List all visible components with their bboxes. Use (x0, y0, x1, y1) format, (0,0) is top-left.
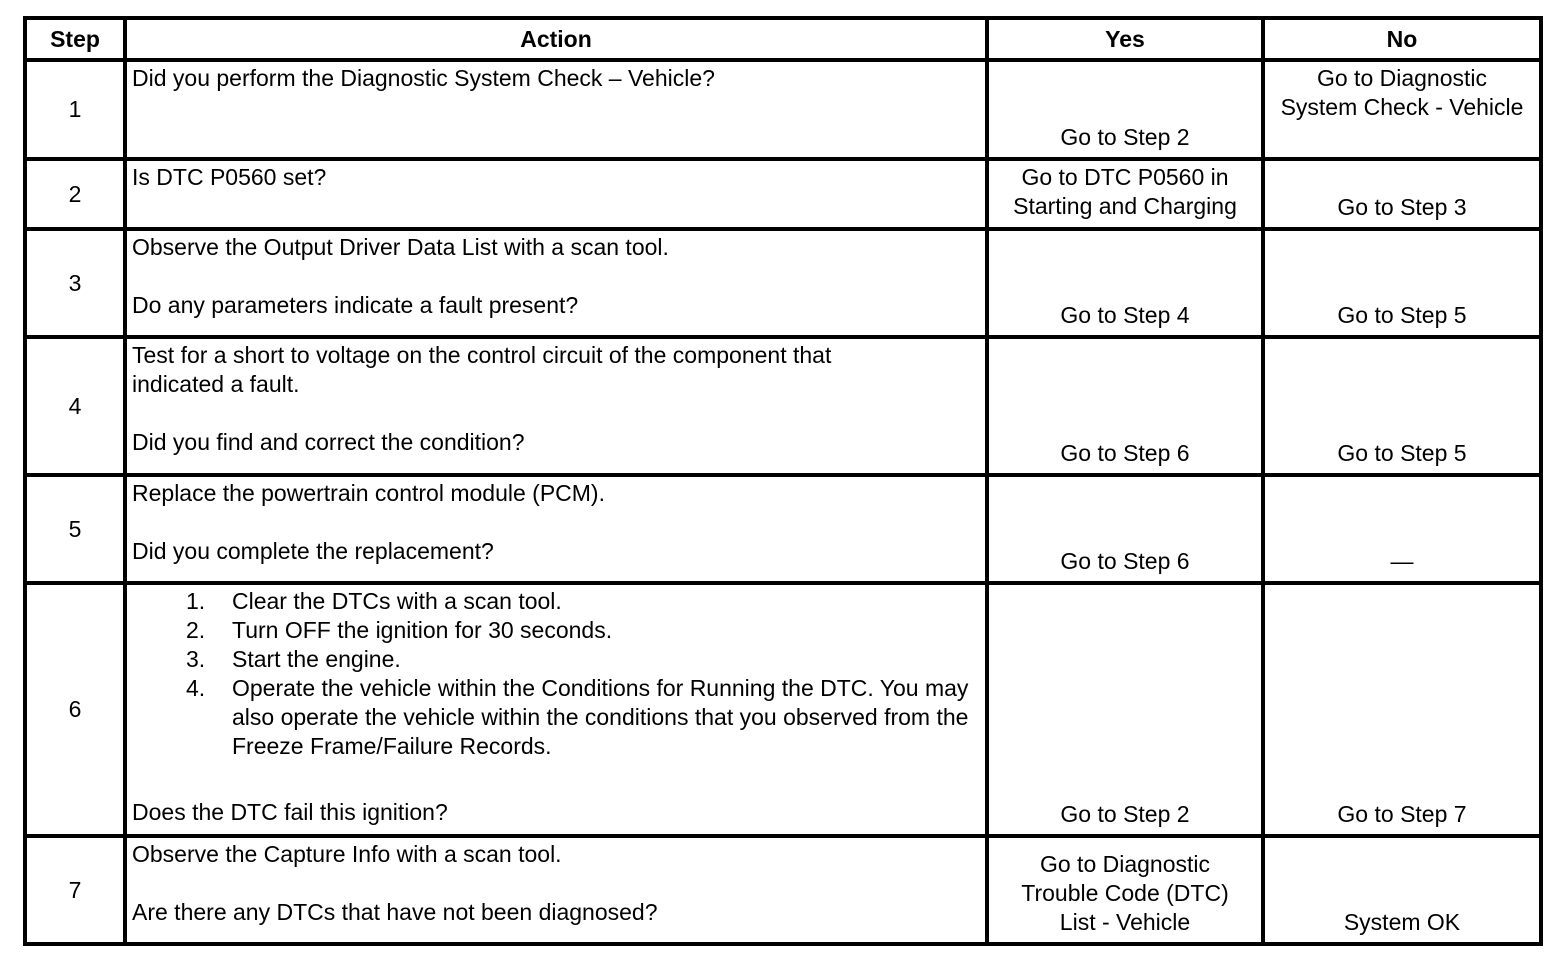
action-text: Did you perform the Diagnostic System Check – Vehicle? (132, 65, 715, 91)
list-text: Operate the vehicle within the Conditions for Running the DTC. You may also operate the vehicle within the conditions that you observed from the Freeze Frame/Failure Records. (232, 675, 969, 759)
action-question: Did you complete the replacement? (132, 538, 494, 564)
yes-cell: Go to Step 6 (987, 337, 1263, 475)
table-row (25, 60, 1541, 159)
table-row (25, 475, 1541, 583)
list-number: 2. (186, 617, 206, 643)
action-text: Test for a short to voltage on the control circuit of the component that indicated a fault. (132, 342, 832, 397)
yes-cell: Go to Diagnostic Trouble Code (DTC) List - Vehicle (987, 836, 1263, 944)
action-text: Replace the powertrain control module (PCM). (132, 480, 605, 506)
action-cell (125, 583, 987, 836)
header-row (25, 18, 1541, 60)
no-cell: Go to Step 3 (1263, 159, 1541, 229)
list-item (186, 616, 981, 645)
step-number: 2 (25, 159, 125, 229)
header-step: Step (25, 18, 125, 60)
table-row (25, 229, 1541, 337)
yes-cell: Go to Step 2 (987, 60, 1263, 159)
action-question: Do any parameters indicate a fault present? (132, 292, 579, 318)
no-cell: Go to Step 5 (1263, 337, 1541, 475)
header-action: Action (125, 18, 987, 60)
table-row (25, 337, 1541, 475)
list-item (186, 645, 981, 674)
action-text: Is DTC P0560 set? (132, 164, 327, 190)
table-row (25, 583, 1541, 836)
action-question: Did you find and correct the condition? (132, 429, 525, 455)
yes-cell: Go to Step 4 (987, 229, 1263, 337)
action-text: Observe the Capture Info with a scan tool. (132, 841, 562, 867)
list-item (186, 587, 981, 616)
action-cell (125, 229, 987, 337)
action-cell (125, 337, 987, 475)
list-text: Start the engine. (232, 646, 401, 672)
no-cell: Go to Diagnostic System Check - Vehicle (1263, 60, 1541, 159)
no-cell: Go to Step 7 (1263, 583, 1541, 836)
action-cell (125, 836, 987, 944)
action-text: Observe the Output Driver Data List with a scan tool. (132, 234, 669, 260)
list-text: Clear the DTCs with a scan tool. (232, 588, 562, 614)
step-number: 6 (25, 583, 125, 836)
list-text: Turn OFF the ignition for 30 seconds. (232, 617, 613, 643)
list-item (186, 674, 981, 761)
action-cell (125, 60, 987, 159)
header-yes: Yes (987, 18, 1263, 60)
action-question: Does the DTC fail this ignition? (132, 799, 448, 825)
header-no: No (1263, 18, 1541, 60)
yes-cell: Go to Step 2 (987, 583, 1263, 836)
table-row (25, 159, 1541, 229)
step-number: 1 (25, 60, 125, 159)
action-cell (125, 159, 987, 229)
list-number: 1. (186, 588, 206, 614)
yes-cell: Go to DTC P0560 in Starting and Charging (987, 159, 1263, 229)
step-number: 3 (25, 229, 125, 337)
list-number: 4. (186, 675, 206, 701)
no-cell: System OK (1263, 836, 1541, 944)
no-cell: Go to Step 5 (1263, 229, 1541, 337)
action-cell (125, 475, 987, 583)
action-question: Are there any DTCs that have not been diagnosed? (132, 899, 658, 925)
step-number: 4 (25, 337, 125, 475)
list-number: 3. (186, 646, 206, 672)
procedure-list (132, 587, 981, 761)
step-number: 7 (25, 836, 125, 944)
yes-cell: Go to Step 6 (987, 475, 1263, 583)
table-row (25, 836, 1541, 944)
step-number: 5 (25, 475, 125, 583)
no-cell: — (1263, 475, 1541, 583)
diagnostic-table (23, 16, 1543, 946)
